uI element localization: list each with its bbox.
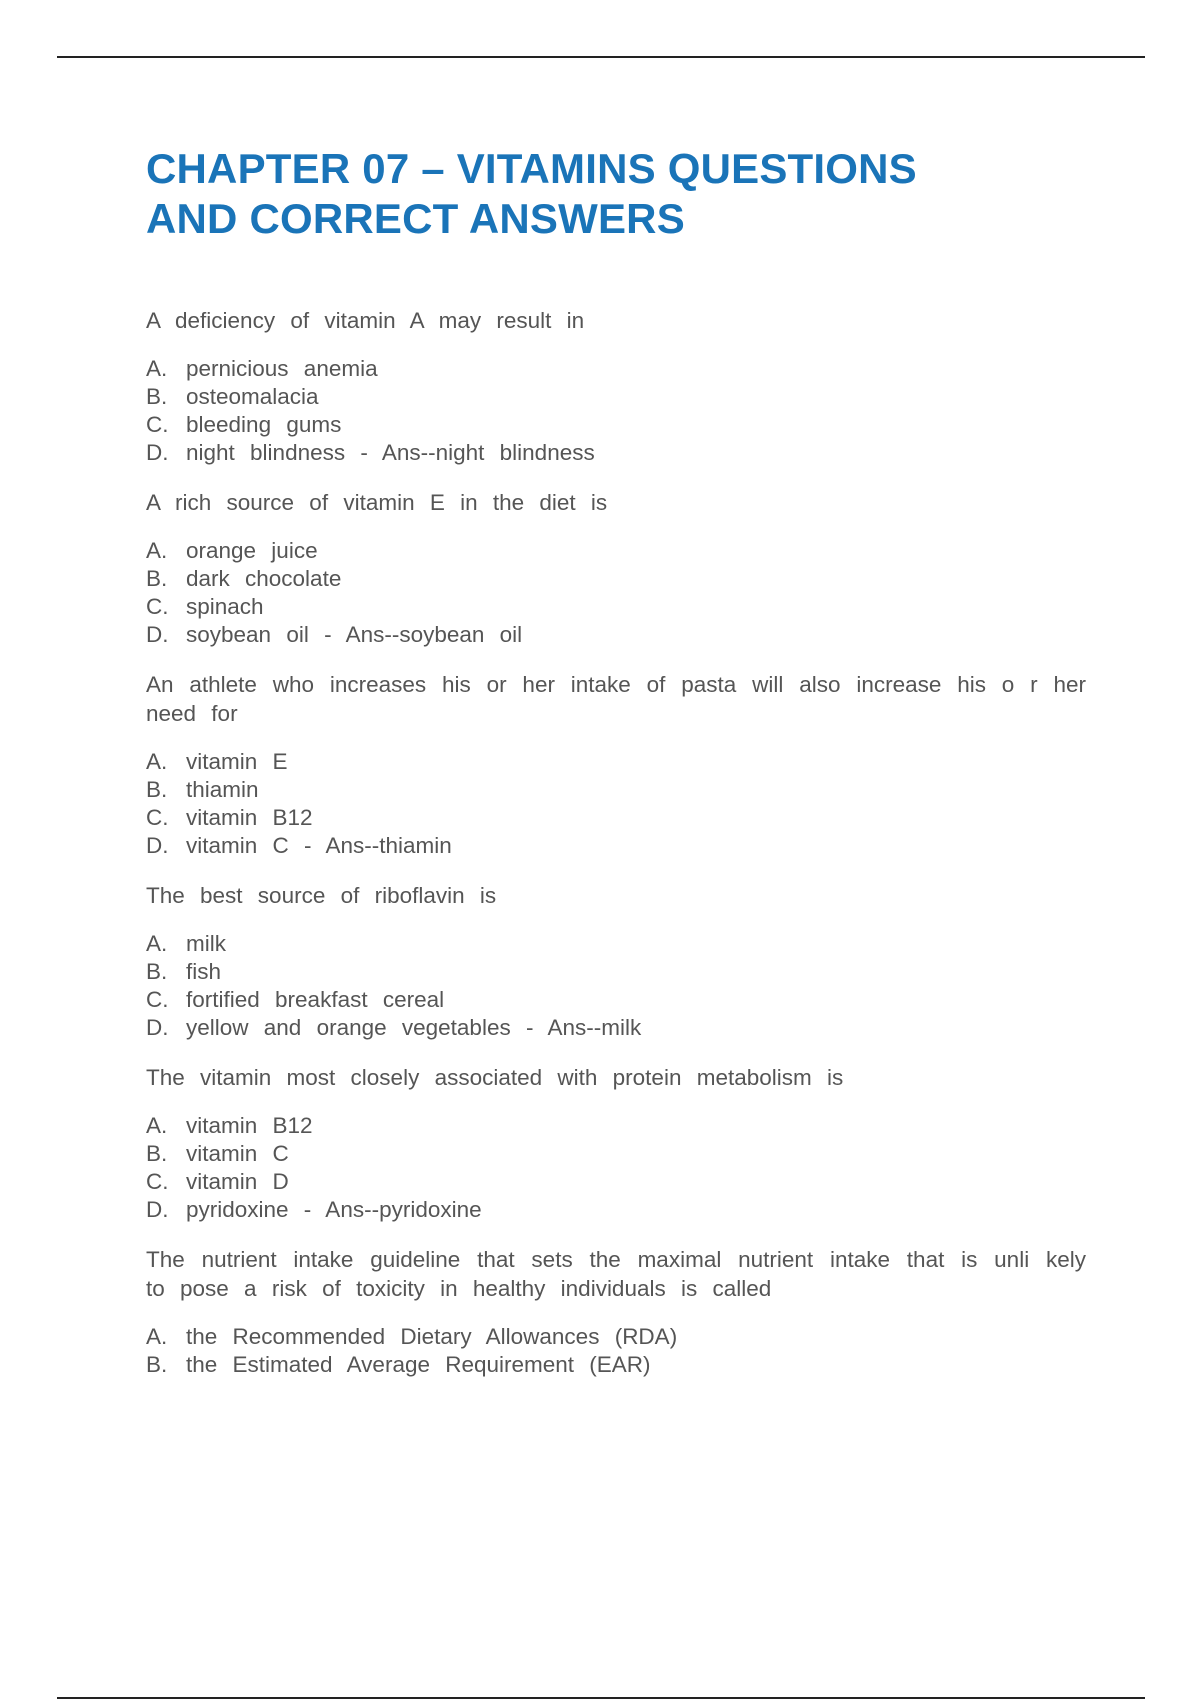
title-line-1: CHAPTER 07 – VITAMINS QUESTIONS [146, 145, 917, 192]
option-letter: B. [146, 1352, 168, 1377]
option-text: bleeding gums [186, 412, 342, 437]
question-text: A deficiency of vitamin A may result in [146, 308, 585, 333]
option-letter: A. [146, 931, 168, 956]
option-text: fortified breakfast cereal [186, 987, 445, 1012]
option-text: yellow and orange vegetables - Ans--milk [186, 1015, 642, 1040]
answer-option [146, 958, 1086, 986]
option-letter: C. [146, 594, 169, 619]
answer-option [146, 411, 1086, 439]
option-letter: A. [146, 538, 168, 563]
answer-option [146, 1168, 1086, 1196]
option-letter: B. [146, 777, 168, 802]
answer-option [146, 930, 1086, 958]
question-text: The best source of riboflavin is [146, 883, 497, 908]
option-letter: C. [146, 1169, 169, 1194]
answer-option [146, 1112, 1086, 1140]
answer-option [146, 537, 1086, 565]
question-block [146, 1245, 1086, 1379]
option-text: milk [186, 931, 226, 956]
question-text: An athlete who increases his or her intake of pasta will also increase his o r her need for [146, 672, 1086, 726]
option-letter: D. [146, 833, 169, 858]
option-letter: C. [146, 987, 169, 1012]
answer-options [146, 1323, 1086, 1379]
option-text: the Estimated Average Requirement (EAR) [186, 1352, 651, 1377]
answer-options [146, 537, 1086, 649]
question-block [146, 881, 1086, 1042]
answer-option [146, 383, 1086, 411]
option-text: vitamin E [186, 749, 288, 774]
top-rule [57, 56, 1145, 58]
option-text: pyridoxine - Ans--pyridoxine [186, 1197, 482, 1222]
answer-option [146, 1196, 1086, 1224]
question-text: The vitamin most closely associated with protein metabolism is [146, 1065, 844, 1090]
option-letter: A. [146, 1113, 168, 1138]
question-text: A rich source of vitamin E in the diet is [146, 490, 608, 515]
answer-option [146, 565, 1086, 593]
answer-option [146, 1351, 1086, 1379]
answer-option [146, 986, 1086, 1014]
answer-option [146, 593, 1086, 621]
option-text: pernicious anemia [186, 356, 378, 381]
option-letter: C. [146, 805, 169, 830]
option-text: orange juice [186, 538, 318, 563]
answer-options [146, 748, 1086, 860]
option-letter: C. [146, 412, 169, 437]
option-text: night blindness - Ans--night blindness [186, 440, 595, 465]
option-text: dark chocolate [186, 566, 342, 591]
option-text: osteomalacia [186, 384, 319, 409]
answer-options [146, 930, 1086, 1042]
document-body [146, 144, 1086, 1400]
bottom-rule [57, 1697, 1145, 1699]
option-text: vitamin D [186, 1169, 289, 1194]
question-block [146, 670, 1086, 860]
option-letter: B. [146, 1141, 168, 1166]
title-line-2: AND CORRECT ANSWERS [146, 195, 685, 242]
option-letter: A. [146, 1324, 168, 1349]
option-text: fish [186, 959, 222, 984]
answer-option [146, 748, 1086, 776]
option-letter: B. [146, 566, 168, 591]
option-text: vitamin C [186, 1141, 289, 1166]
option-letter: D. [146, 622, 169, 647]
option-letter: D. [146, 1015, 169, 1040]
answer-option [146, 439, 1086, 467]
question-list [146, 306, 1086, 1379]
option-text: vitamin B12 [186, 805, 313, 830]
answer-option [146, 1014, 1086, 1042]
document-title [146, 144, 1086, 244]
option-letter: B. [146, 384, 168, 409]
question-block [146, 1063, 1086, 1224]
option-text: vitamin B12 [186, 1113, 313, 1138]
answer-option [146, 1323, 1086, 1351]
answer-option [146, 776, 1086, 804]
question-block [146, 306, 1086, 467]
answer-option [146, 804, 1086, 832]
option-letter: D. [146, 440, 169, 465]
answer-option [146, 355, 1086, 383]
answer-option [146, 621, 1086, 649]
option-text: vitamin C - Ans--thiamin [186, 833, 452, 858]
option-letter: B. [146, 959, 168, 984]
option-letter: D. [146, 1197, 169, 1222]
option-text: the Recommended Dietary Allowances (RDA) [186, 1324, 678, 1349]
answer-option [146, 832, 1086, 860]
question-text: The nutrient intake guideline that sets the maximal nutrient intake that is unli kely to pose a risk of toxicity in healthy individuals is called [146, 1247, 1086, 1301]
question-block [146, 488, 1086, 649]
answer-option [146, 1140, 1086, 1168]
option-text: thiamin [186, 777, 259, 802]
option-letter: A. [146, 356, 168, 381]
answer-options [146, 355, 1086, 467]
option-letter: A. [146, 749, 168, 774]
option-text: soybean oil - Ans--soybean oil [186, 622, 523, 647]
answer-options [146, 1112, 1086, 1224]
option-text: spinach [186, 594, 264, 619]
